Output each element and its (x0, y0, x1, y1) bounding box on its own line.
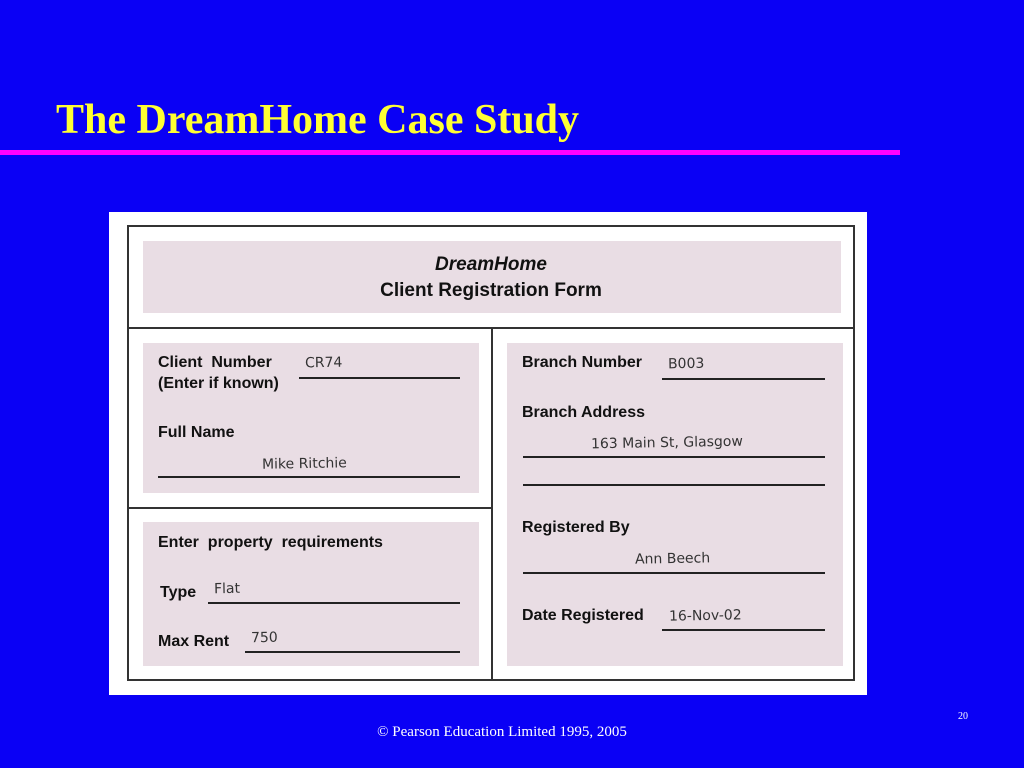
registered-by-line (523, 572, 825, 574)
client-number-line (299, 377, 460, 379)
client-number-hint: (Enter if known) (158, 375, 279, 392)
type-label: Type (160, 584, 197, 601)
branch-address-label: Branch Address (522, 404, 645, 421)
type-line (208, 602, 460, 604)
branch-address-value: 163 Main St, Glasgow (590, 433, 743, 453)
client-number-label: Client Number (158, 354, 272, 371)
full-name-label: Full Name (158, 424, 235, 441)
column-divider (491, 327, 493, 679)
date-registered-line (662, 629, 825, 631)
branch-number-line (662, 378, 825, 380)
max-rent-line (245, 651, 460, 653)
form-title: Client Registration Form (380, 280, 602, 301)
slide-title: The DreamHome Case Study (56, 97, 580, 143)
max-rent-label: Max Rent (158, 633, 230, 650)
form-header-shading (143, 241, 841, 313)
branch-number-value: B003 (667, 355, 705, 373)
client-number-value: CR74 (304, 354, 343, 372)
branch-address-line-1 (523, 456, 825, 458)
registered-by-value: Ann Beech (634, 550, 711, 568)
page-number: 20 (958, 711, 968, 722)
form-brand: DreamHome (435, 254, 547, 275)
full-name-value: Mike Ritchie (261, 455, 347, 473)
branch-number-label: Branch Number (522, 354, 643, 371)
date-registered-value: 16-Nov-02 (668, 607, 742, 625)
requirements-label: Enter property requirements (158, 534, 383, 551)
branch-address-line-2 (523, 484, 825, 486)
full-name-line (158, 476, 460, 478)
registration-form (127, 225, 855, 681)
type-value: Flat (213, 580, 241, 598)
left-section-divider (129, 507, 492, 509)
title-divider (0, 150, 900, 155)
copyright-footer: © Pearson Education Limited 1995, 2005 (377, 724, 627, 740)
date-registered-label: Date Registered (522, 607, 644, 624)
form-figure (109, 212, 867, 695)
max-rent-value: 750 (250, 629, 278, 647)
registered-by-label: Registered By (522, 519, 630, 536)
